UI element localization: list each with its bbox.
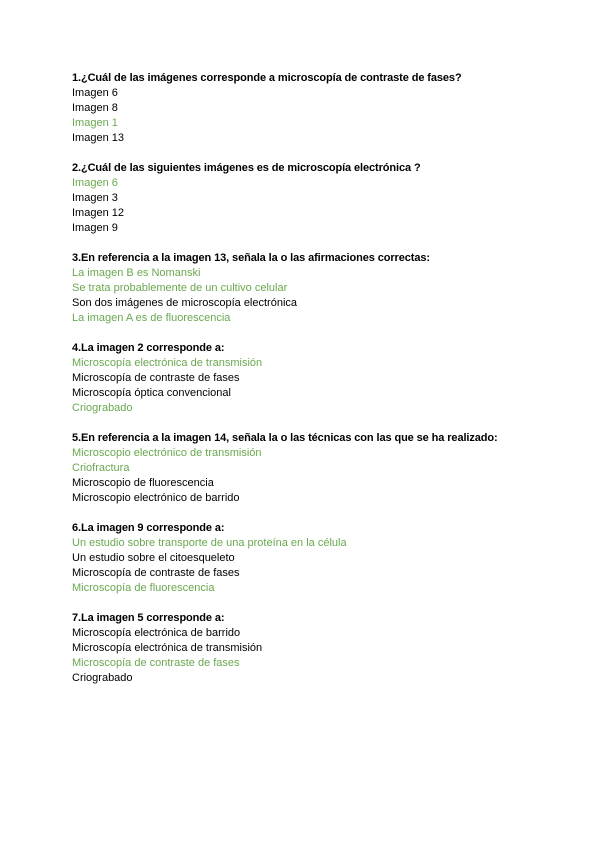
answer-option: Imagen 8	[72, 102, 118, 114]
answer-option: Microscopio de fluorescencia	[72, 477, 214, 489]
answer-option: Microscopio electrónico de transmisión	[72, 447, 262, 459]
question-4	[72, 340, 572, 416]
question-title: 6.La imagen 9 corresponde a:	[72, 522, 225, 534]
answer-option: Son dos imágenes de microscopía electrónica	[72, 297, 298, 309]
question-7	[72, 610, 572, 686]
answer-list	[72, 536, 572, 596]
answer-list	[72, 626, 572, 686]
answer-list	[72, 356, 572, 416]
answer-option: Microscopio electrónico de barrido	[72, 492, 240, 504]
question-title: 5.En referencia a la imagen 14, señala la o las técnicas con las que se ha realizado:	[72, 432, 498, 444]
answer-option: Microscopía electrónica de barrido	[72, 627, 241, 639]
question-title: 3.En referencia a la imagen 13, señala la o las afirmaciones correctas:	[72, 252, 430, 264]
answer-option: Imagen 12	[72, 207, 124, 219]
answer-option: Microscopía de contraste de fases	[72, 372, 240, 384]
answer-option: Un estudio sobre transporte de una proteína en la célula	[72, 537, 347, 549]
question-title: 4.La imagen 2 corresponde a:	[72, 342, 225, 354]
question-1	[72, 70, 572, 146]
answer-option: Microscopía electrónica de transmisión	[72, 642, 263, 654]
question-title: 1.¿Cuál de las imágenes corresponde a microscopía de contraste de fases?	[72, 72, 462, 84]
question-5	[72, 430, 572, 506]
answer-option: Imagen 9	[72, 222, 118, 234]
answer-list	[72, 446, 572, 506]
answer-list	[72, 266, 572, 326]
answer-option: La imagen B es Nomanski	[72, 267, 201, 279]
question-title: 2.¿Cuál de las siguientes imágenes es de microscopía electrónica ?	[72, 162, 421, 174]
answer-option: Criograbado	[72, 402, 133, 414]
answer-list	[72, 86, 572, 146]
question-2	[72, 160, 572, 236]
answer-list	[72, 176, 572, 236]
answer-option: Microscopía de contraste de fases	[72, 657, 240, 669]
answer-option: Criofractura	[72, 462, 130, 474]
answer-option: Imagen 6	[72, 177, 118, 189]
answer-option: Imagen 3	[72, 192, 118, 204]
answer-option: Microscopía de contraste de fases	[72, 567, 240, 579]
question-title: 7.La imagen 5 corresponde a:	[72, 612, 225, 624]
question-6	[72, 520, 572, 596]
answer-option: Criograbado	[72, 672, 133, 684]
answer-option: Microscopía de fluorescencia	[72, 582, 215, 594]
answer-option: Imagen 6	[72, 87, 118, 99]
answer-option: Se trata probablemente de un cultivo celular	[72, 282, 288, 294]
answer-option: Imagen 13	[72, 132, 124, 144]
answer-option: Microscopía electrónica de transmisión	[72, 357, 263, 369]
answer-option: Imagen 1	[72, 117, 118, 129]
question-3	[72, 250, 572, 326]
answer-option: La imagen A es de fluorescencia	[72, 312, 231, 324]
answer-option: Un estudio sobre el citoesqueleto	[72, 552, 235, 564]
quiz-document	[72, 70, 572, 700]
answer-option: Microscopía óptica convencional	[72, 387, 231, 399]
